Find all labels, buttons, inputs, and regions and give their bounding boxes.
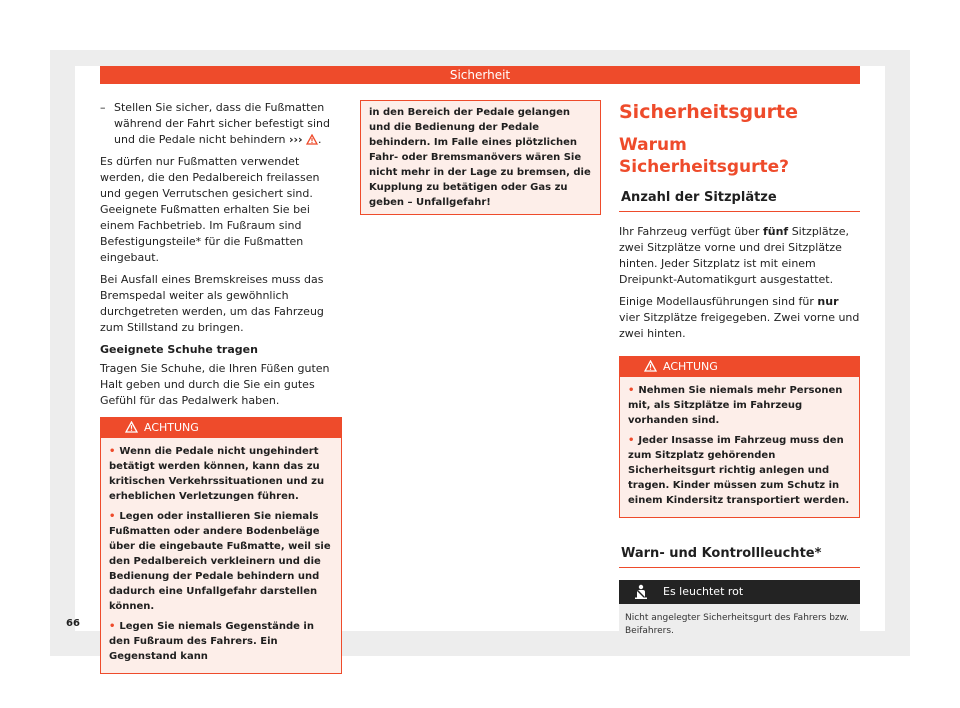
warning-continuation-box	[360, 100, 601, 215]
heading-lights: Warn- und Kontrollleuchte*	[619, 544, 860, 568]
bullet-icon: •	[109, 446, 116, 457]
warning-item	[109, 444, 333, 504]
warning-item	[109, 509, 333, 614]
warning-item-text: Legen Sie niemals Gegenstände in den Fußraum des Fahrers. Ein Gegenstand kann	[109, 621, 314, 662]
paragraph	[619, 224, 860, 288]
warning-item-text: Wenn die Pedale nicht ungehindert betätigt werden können, kann das zu kritischen Verkehrssituationen und zu erheblichen Verletzungen führen.	[109, 446, 325, 502]
dash-marker: –	[100, 101, 106, 114]
emphasis: fünf	[762, 225, 789, 238]
warning-item	[628, 433, 851, 508]
warning-body	[620, 377, 859, 517]
indicator-light-header	[619, 580, 860, 604]
bullet-icon: •	[628, 435, 635, 446]
bullet-icon: •	[628, 385, 635, 396]
warning-item-text: Legen oder installieren Sie niemals Fußmatten oder andere Bodenbeläge über die eingebaute Fußmatte, weil sie den Pedalbereich verkleinern und die Bedienung der Pedale behindern und dadurch eine Unfallgefahr darstellen können.	[109, 511, 331, 612]
subsection-title: Warum Sicherheitsgurte?	[619, 135, 790, 177]
section-title: Sicherheitsgurte	[619, 101, 799, 123]
bullet-icon: •	[109, 621, 116, 632]
more-arrows-icon[interactable]: ›››	[288, 133, 303, 146]
warning-title: ACHTUNG	[663, 360, 718, 373]
warning-triangle-icon	[306, 134, 318, 145]
list-item: – Stellen Sie sicher, dass die Fußmatten während der Fahrt sicher befestigt sind und die Pedale nicht behindern ››› .	[100, 101, 330, 146]
heading-seats: Anzahl der Sitzplätze	[619, 188, 860, 212]
paragraph: Es dürfen nur Fußmatten verwendet werden, die den Pedalbereich freilassen und gegen Verrutschen gesichert sind. Geeignete Fußmatten erhalten Sie bei einem Fachbetrieb. Im Fußraum sind Befestigungsteile* für die Fußmatten eingebaut.	[100, 155, 320, 264]
text: Ihr Fahrzeug verfügt über	[619, 225, 763, 238]
middle-column	[360, 100, 601, 215]
right-column	[619, 100, 860, 646]
warning-box	[619, 356, 860, 518]
warning-item	[109, 619, 333, 664]
page-number: 66	[66, 618, 80, 629]
warning-item-text: Jeder Insasse im Fahrzeug muss den zum Sitzplatz gehörenden Sicherheitsgurt richtig anlegen und tragen. Kinder müssen zum Schutz in einem Kindersitz transportiert werden.	[628, 435, 850, 506]
warning-item-text: Nehmen Sie niemals mehr Personen mit, als Sitzplätze im Fahrzeug vorhanden sind.	[628, 385, 843, 426]
indicator-description: Nicht angelegter Sicherheitsgurt des Fahrers bzw. Beifahrers.	[619, 604, 860, 646]
warning-triangle-icon	[125, 421, 138, 433]
text: Einige Modellausführungen sind für	[619, 295, 818, 308]
warning-continuation-text: in den Bereich der Pedale gelangen und die Bedienung der Pedale behindern. Im Falle eines plötzlichen Fahr- oder Bremsmanövers wären Sie nicht mehr in der Lage zu bremsen, die Kupplung zu betätigen oder Gas zu geben – Unfallgefahr!	[369, 107, 591, 208]
warning-header	[620, 357, 859, 377]
warning-box	[100, 417, 342, 674]
warning-body	[101, 438, 341, 673]
text: Sitzplätze, zwei Sitzplätze vorne und drei Sitzplätze hinten. Jeder Sitzplatz ist mit einem Dreipunkt-Automatikgurt ausgestattet.	[619, 225, 849, 286]
indicator-status: Es leuchtet rot	[663, 585, 744, 598]
warning-item	[628, 383, 851, 428]
subheading: Geeignete Schuhe tragen	[100, 343, 258, 356]
warning-header	[101, 418, 341, 438]
chapter-header: Sicherheit	[100, 66, 860, 84]
seatbelt-warning-icon	[619, 584, 663, 600]
indicator-light-table	[619, 580, 860, 646]
warning-title: ACHTUNG	[144, 421, 199, 434]
list-item-text: Stellen Sie sicher, dass die Fußmatten während der Fahrt sicher befestigt sind und die Pedale nicht behindern	[114, 101, 330, 146]
emphasis: nur	[817, 295, 839, 308]
paragraph	[619, 294, 860, 342]
left-column	[100, 100, 342, 674]
bullet-icon: •	[109, 511, 116, 522]
warning-triangle-icon	[644, 360, 657, 372]
paragraph: Tragen Sie Schuhe, die Ihren Füßen guten Halt geben und durch die Sie ein gutes Gefühl für das Pedalwerk haben.	[100, 362, 330, 407]
paragraph: Bei Ausfall eines Bremskreises muss das Bremspedal weiter als gewöhnlich durchgetreten werden, um das Fahrzeug zum Stillstand zu bringen.	[100, 273, 324, 334]
text: vier Sitzplätze freigegeben. Zwei vorne und zwei hinten.	[619, 311, 860, 340]
